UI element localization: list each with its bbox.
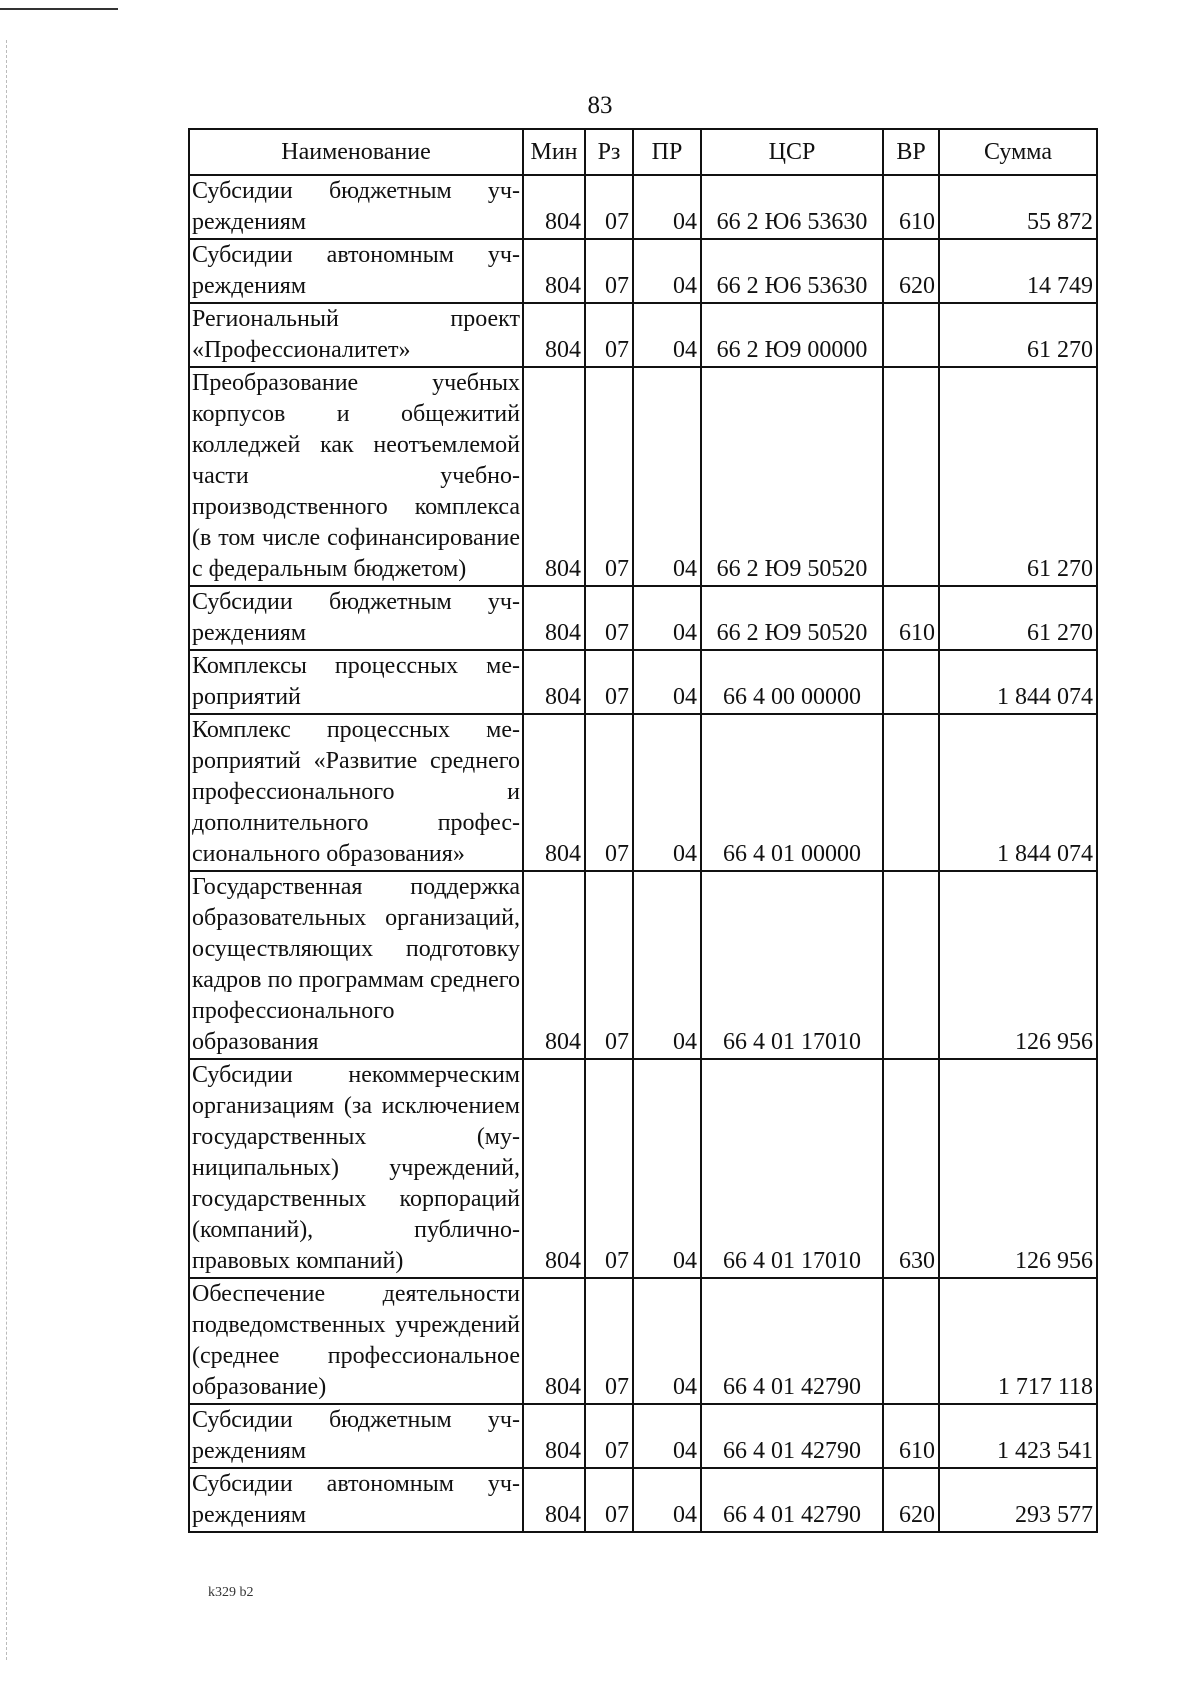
footer-code: k329 b2 — [208, 1585, 254, 1600]
cell-csr: 66 4 01 42790 — [701, 1404, 883, 1468]
cell-rz: 07 — [585, 650, 633, 714]
cell-pr: 04 — [633, 1278, 701, 1404]
cell-vr — [883, 714, 939, 871]
cell-sum: 61 270 — [939, 367, 1097, 586]
table-row — [189, 175, 1097, 239]
table-row — [189, 367, 1097, 586]
cell-rz: 07 — [585, 1278, 633, 1404]
cell-csr: 66 2 Ю6 53630 — [701, 175, 883, 239]
table-row — [189, 1059, 1097, 1278]
cell-vr — [883, 871, 939, 1059]
cell-rz: 07 — [585, 303, 633, 367]
cell-min: 804 — [523, 714, 585, 871]
cell-vr — [883, 1278, 939, 1404]
cell-pr: 04 — [633, 1059, 701, 1278]
table-row — [189, 1404, 1097, 1468]
cell-pr: 04 — [633, 650, 701, 714]
header-sum: Сумма — [939, 129, 1097, 175]
cell-rz: 07 — [585, 1404, 633, 1468]
cell-sum: 55 872 — [939, 175, 1097, 239]
header-csr: ЦСР — [701, 129, 883, 175]
cell-min: 804 — [523, 239, 585, 303]
cell-csr: 66 2 Ю9 50520 — [701, 367, 883, 586]
header-min: Мин — [523, 129, 585, 175]
cell-rz: 07 — [585, 714, 633, 871]
cell-vr: 610 — [883, 175, 939, 239]
table-body — [189, 175, 1097, 1532]
cell-csr: 66 4 01 17010 — [701, 1059, 883, 1278]
cell-vr: 630 — [883, 1059, 939, 1278]
cell-pr: 04 — [633, 175, 701, 239]
cell-sum: 61 270 — [939, 586, 1097, 650]
cell-vr: 610 — [883, 1404, 939, 1468]
budget-table — [188, 128, 1098, 1533]
cell-min: 804 — [523, 303, 585, 367]
cell-name: Комплекс процессных мероприятий «Развитие среднего профессионального и дополнительного профессионального образования» — [189, 714, 523, 871]
cell-sum: 126 956 — [939, 871, 1097, 1059]
cell-rz: 07 — [585, 1059, 633, 1278]
cell-vr — [883, 367, 939, 586]
table-row — [189, 871, 1097, 1059]
cell-name: Субсидии бюджетным учреждениям — [189, 1404, 523, 1468]
scan-top-mark — [0, 8, 118, 10]
cell-vr: 620 — [883, 1468, 939, 1532]
cell-rz: 07 — [585, 586, 633, 650]
table-row — [189, 714, 1097, 871]
cell-pr: 04 — [633, 871, 701, 1059]
cell-pr: 04 — [633, 586, 701, 650]
table-row — [189, 586, 1097, 650]
cell-rz: 07 — [585, 175, 633, 239]
cell-pr: 04 — [633, 714, 701, 871]
table-row — [189, 239, 1097, 303]
cell-min: 804 — [523, 1404, 585, 1468]
cell-name: Субсидии бюджетным учреждениям — [189, 586, 523, 650]
cell-csr: 66 2 Ю9 50520 — [701, 586, 883, 650]
cell-csr: 66 4 01 17010 — [701, 871, 883, 1059]
cell-sum: 293 577 — [939, 1468, 1097, 1532]
header-vr: ВР — [883, 129, 939, 175]
cell-min: 804 — [523, 1468, 585, 1532]
cell-rz: 07 — [585, 1468, 633, 1532]
cell-vr — [883, 303, 939, 367]
cell-sum: 1 844 074 — [939, 714, 1097, 871]
cell-min: 804 — [523, 586, 585, 650]
cell-sum: 1 844 074 — [939, 650, 1097, 714]
cell-name: Субсидии автономным учреждениям — [189, 239, 523, 303]
table-row — [189, 1278, 1097, 1404]
page-number: 83 — [587, 92, 613, 119]
cell-min: 804 — [523, 367, 585, 586]
table-row — [189, 1468, 1097, 1532]
cell-min: 804 — [523, 1059, 585, 1278]
cell-name: Комплексы процессных мероприятий — [189, 650, 523, 714]
cell-vr — [883, 650, 939, 714]
cell-sum: 126 956 — [939, 1059, 1097, 1278]
cell-pr: 04 — [633, 239, 701, 303]
cell-vr: 620 — [883, 239, 939, 303]
table-header-row — [189, 129, 1097, 175]
table-row — [189, 303, 1097, 367]
cell-sum: 1 423 541 — [939, 1404, 1097, 1468]
cell-vr: 610 — [883, 586, 939, 650]
cell-csr: 66 4 01 42790 — [701, 1468, 883, 1532]
cell-min: 804 — [523, 1278, 585, 1404]
cell-csr: 66 4 01 00000 — [701, 714, 883, 871]
cell-rz: 07 — [585, 239, 633, 303]
header-rz: Рз — [585, 129, 633, 175]
cell-name: Субсидии автономным учреждениям — [189, 1468, 523, 1532]
cell-csr: 66 2 Ю6 53630 — [701, 239, 883, 303]
cell-pr: 04 — [633, 1468, 701, 1532]
cell-name: Государственная поддержка образовательных организаций, осуществляющих подготовку кадров по программам среднего профессионального образования — [189, 871, 523, 1059]
cell-sum: 1 717 118 — [939, 1278, 1097, 1404]
scan-edge-line — [6, 40, 7, 1660]
cell-name: Субсидии некоммерческим организациям (за исключением государственных (муниципальных) учреждений, государственных корпораций (компаний), публично-правовых компаний) — [189, 1059, 523, 1278]
cell-min: 804 — [523, 871, 585, 1059]
cell-name: Преобразование учебных корпусов и общежитий колледжей как неотъемлемой части учебно-производственного комплекса (в том числе софинансирование с федеральным бюджетом) — [189, 367, 523, 586]
header-name: Наименование — [189, 129, 523, 175]
cell-pr: 04 — [633, 1404, 701, 1468]
cell-pr: 04 — [633, 367, 701, 586]
cell-csr: 66 2 Ю9 00000 — [701, 303, 883, 367]
cell-name: Региональный проект «Профессионалитет» — [189, 303, 523, 367]
cell-rz: 07 — [585, 367, 633, 586]
cell-sum: 61 270 — [939, 303, 1097, 367]
cell-pr: 04 — [633, 303, 701, 367]
header-pr: ПР — [633, 129, 701, 175]
cell-min: 804 — [523, 175, 585, 239]
cell-rz: 07 — [585, 871, 633, 1059]
cell-name: Субсидии бюджетным учреждениям — [189, 175, 523, 239]
table-row — [189, 650, 1097, 714]
cell-csr: 66 4 00 00000 — [701, 650, 883, 714]
cell-sum: 14 749 — [939, 239, 1097, 303]
cell-min: 804 — [523, 650, 585, 714]
cell-csr: 66 4 01 42790 — [701, 1278, 883, 1404]
cell-name: Обеспечение деятельности подведомственных учреждений (среднее профессиональное образование) — [189, 1278, 523, 1404]
